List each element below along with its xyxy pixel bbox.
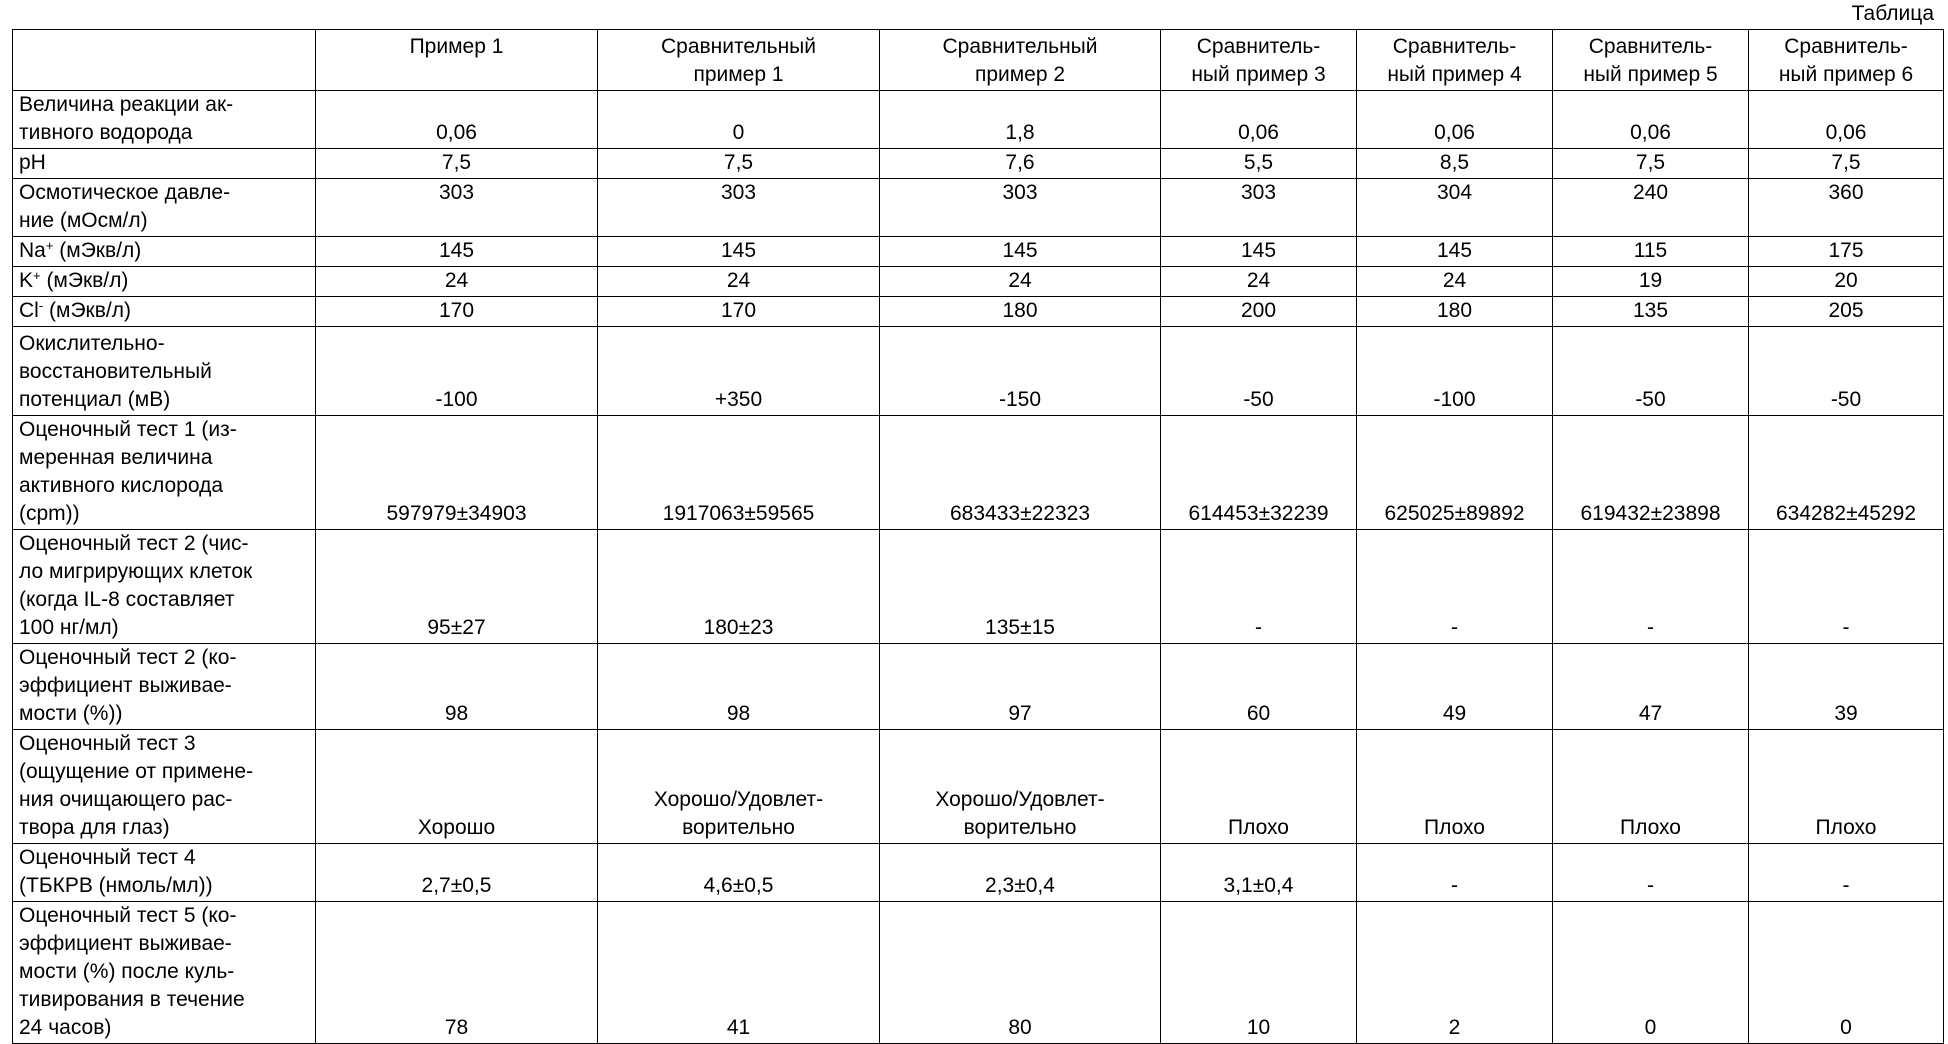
table-row xyxy=(13,149,1944,179)
ion-symbol: K xyxy=(19,269,34,292)
table-cell: 180 xyxy=(1357,297,1553,327)
table-cell: 2 xyxy=(1357,902,1553,1044)
header-cell-corner xyxy=(13,30,316,91)
table-cell: 240 xyxy=(1553,179,1749,237)
table-cell: 98 xyxy=(316,644,598,730)
table-cell: 2,7±0,5 xyxy=(316,844,598,902)
table-row xyxy=(13,416,1944,530)
table-cell: Плохо xyxy=(1749,730,1944,844)
row-label-text: Осмотическое давле- ние (мОсм/л) xyxy=(19,181,231,232)
row-label-text: Оценочный тест 1 (из- меренная величина активного кислорода (cpm)) xyxy=(19,418,237,525)
table-cell: -50 xyxy=(1749,327,1944,416)
table-cell: 7,5 xyxy=(316,149,598,179)
table-row xyxy=(13,844,1944,902)
table-cell: 0 xyxy=(598,91,880,149)
table-cell: Хорошо xyxy=(316,730,598,844)
table-cell: +350 xyxy=(598,327,880,416)
row-label xyxy=(13,844,316,902)
row-label-text: Оценочный тест 2 (чис- ло мигрирующих клеток (когда IL-8 составляет 100 нг/мл) xyxy=(19,532,253,639)
row-label xyxy=(13,416,316,530)
row-label-text: Оценочный тест 4 (ТБКРВ (нмоль/мл)) xyxy=(19,846,213,897)
row-label-text: Оценочный тест 2 (ко- эффициент выживае- мости (%)) xyxy=(19,646,237,725)
table-cell: 49 xyxy=(1357,644,1553,730)
table-cell: 98 xyxy=(598,644,880,730)
table-cell: 24 xyxy=(880,267,1161,297)
table-cell: 303 xyxy=(316,179,598,237)
table-cell: 303 xyxy=(1161,179,1357,237)
row-label xyxy=(13,91,316,149)
table-cell: 303 xyxy=(598,179,880,237)
table-cell: - xyxy=(1749,844,1944,902)
header-cell-comparative-2: Сравнительный пример 2 xyxy=(880,30,1161,91)
table-cell: 135±15 xyxy=(880,530,1161,644)
table-cell: - xyxy=(1553,844,1749,902)
row-label xyxy=(13,327,316,416)
table-row xyxy=(13,730,1944,844)
table-cell: 24 xyxy=(316,267,598,297)
header-row xyxy=(13,30,1944,91)
row-label xyxy=(13,730,316,844)
table-cell: 0,06 xyxy=(316,91,598,149)
table-cell: 170 xyxy=(598,297,880,327)
table-cell: 619432±23898 xyxy=(1553,416,1749,530)
table-cell: 304 xyxy=(1357,179,1553,237)
header-cell-comparative-3: Сравнитель- ный пример 3 xyxy=(1161,30,1357,91)
table-cell: 170 xyxy=(316,297,598,327)
table-cell: - xyxy=(1357,530,1553,644)
table-cell: 7,5 xyxy=(1749,149,1944,179)
table-cell: 39 xyxy=(1749,644,1944,730)
row-label-text: Величина реакции ак- тивного водорода xyxy=(19,93,234,144)
table-cell: 60 xyxy=(1161,644,1357,730)
table-cell: 2,3±0,4 xyxy=(880,844,1161,902)
row-label xyxy=(13,149,316,179)
header-cell-comparative-1: Сравнительный пример 1 xyxy=(598,30,880,91)
table-cell: 360 xyxy=(1749,179,1944,237)
table-cell: 4,6±0,5 xyxy=(598,844,880,902)
row-label-text: Оценочный тест 5 (ко- эффициент выживае- мости (%) после куль- тивирования в течение 24 часов) xyxy=(19,904,245,1039)
table-cell: Хорошо/Удовлет- ворительно xyxy=(880,730,1161,844)
table-body xyxy=(13,91,1944,1044)
table-cell: 0 xyxy=(1749,902,1944,1044)
table-cell: - xyxy=(1357,844,1553,902)
table-cell: Хорошо/Удовлет- ворительно xyxy=(598,730,880,844)
ion-charge: + xyxy=(45,238,54,253)
table-cell: 95±27 xyxy=(316,530,598,644)
table-cell: -50 xyxy=(1161,327,1357,416)
table-cell: 24 xyxy=(1161,267,1357,297)
table-cell: 0 xyxy=(1553,902,1749,1044)
header-cell-comparative-5: Сравнитель- ный пример 5 xyxy=(1553,30,1749,91)
table-cell: - xyxy=(1553,530,1749,644)
table-row xyxy=(13,267,1944,297)
ion-unit: (мЭкв/л) xyxy=(53,239,142,262)
table-row xyxy=(13,297,1944,327)
table-cell: 80 xyxy=(880,902,1161,1044)
table-cell: 8,5 xyxy=(1357,149,1553,179)
table-row xyxy=(13,644,1944,730)
header-cell-comparative-6: Сравнитель- ный пример 6 xyxy=(1749,30,1944,91)
table-cell: 24 xyxy=(598,267,880,297)
table-cell: 10 xyxy=(1161,902,1357,1044)
table-cell: 145 xyxy=(1161,237,1357,267)
table-cell: 19 xyxy=(1553,267,1749,297)
table-row xyxy=(13,530,1944,644)
table-cell: 180 xyxy=(880,297,1161,327)
row-label xyxy=(13,267,316,297)
table-cell: 0,06 xyxy=(1161,91,1357,149)
table-cell: 597979±34903 xyxy=(316,416,598,530)
table-cell: 41 xyxy=(598,902,880,1044)
table-cell: - xyxy=(1749,530,1944,644)
row-label-text: Оценочный тест 3 (ощущение от примене- ния очищающего рас- твора для глаз) xyxy=(19,732,254,839)
header-cell-comparative-4: Сравнитель- ный пример 4 xyxy=(1357,30,1553,91)
table-cell: 78 xyxy=(316,902,598,1044)
ion-unit: (мЭкв/л) xyxy=(40,269,129,292)
table-row xyxy=(13,902,1944,1044)
table-cell: 175 xyxy=(1749,237,1944,267)
table-row xyxy=(13,179,1944,237)
table-cell: 180±23 xyxy=(598,530,880,644)
row-label xyxy=(13,902,316,1044)
table-cell: Плохо xyxy=(1553,730,1749,844)
table-cell: 614453±32239 xyxy=(1161,416,1357,530)
table-cell: 205 xyxy=(1749,297,1944,327)
ion-symbol: Cl xyxy=(19,299,39,322)
table-cell: 303 xyxy=(880,179,1161,237)
table-cell: 97 xyxy=(880,644,1161,730)
table-cell: 47 xyxy=(1553,644,1749,730)
ion-charge: + xyxy=(33,268,41,283)
table-cell: 5,5 xyxy=(1161,149,1357,179)
row-label xyxy=(13,644,316,730)
table-row xyxy=(13,237,1944,267)
table-cell: 200 xyxy=(1161,297,1357,327)
table-row xyxy=(13,327,1944,416)
table-cell: 683433±22323 xyxy=(880,416,1161,530)
table-cell: 7,6 xyxy=(880,149,1161,179)
row-label-text: pH xyxy=(19,151,46,174)
table-cell: Плохо xyxy=(1357,730,1553,844)
table-cell: 0,06 xyxy=(1749,91,1944,149)
table-caption: Таблица xyxy=(1851,2,1934,25)
table-cell: 1917063±59565 xyxy=(598,416,880,530)
table-row xyxy=(13,91,1944,149)
row-label xyxy=(13,179,316,237)
table-cell: -150 xyxy=(880,327,1161,416)
table-cell: 145 xyxy=(316,237,598,267)
ion-symbol: Na xyxy=(19,239,46,262)
table-cell: 7,5 xyxy=(598,149,880,179)
ion-unit: (мЭкв/л) xyxy=(43,299,131,322)
table-cell: -100 xyxy=(316,327,598,416)
table-cell: 634282±45292 xyxy=(1749,416,1944,530)
table-header xyxy=(13,30,1944,91)
table-cell: - xyxy=(1161,530,1357,644)
table-cell: -50 xyxy=(1553,327,1749,416)
table-cell: 115 xyxy=(1553,237,1749,267)
table-cell: 145 xyxy=(880,237,1161,267)
table-cell: Плохо xyxy=(1161,730,1357,844)
row-label xyxy=(13,237,316,267)
row-label xyxy=(13,297,316,327)
table-cell: 7,5 xyxy=(1553,149,1749,179)
table-cell: 3,1±0,4 xyxy=(1161,844,1357,902)
table-cell: 625025±89892 xyxy=(1357,416,1553,530)
table-cell: 145 xyxy=(1357,237,1553,267)
row-label-text: Окислительно- восстановительный потенциал (мВ) xyxy=(19,332,212,411)
table-cell: 0,06 xyxy=(1553,91,1749,149)
table-cell: 145 xyxy=(598,237,880,267)
table-cell: -100 xyxy=(1357,327,1553,416)
results-table xyxy=(12,29,1944,1044)
table-cell: 20 xyxy=(1749,267,1944,297)
header-cell-example-1: Пример 1 xyxy=(316,30,598,91)
table-cell: 0,06 xyxy=(1357,91,1553,149)
ion-charge: - xyxy=(38,298,44,313)
table-cell: 135 xyxy=(1553,297,1749,327)
row-label xyxy=(13,530,316,644)
table-cell: 24 xyxy=(1357,267,1553,297)
table-cell: 1,8 xyxy=(880,91,1161,149)
